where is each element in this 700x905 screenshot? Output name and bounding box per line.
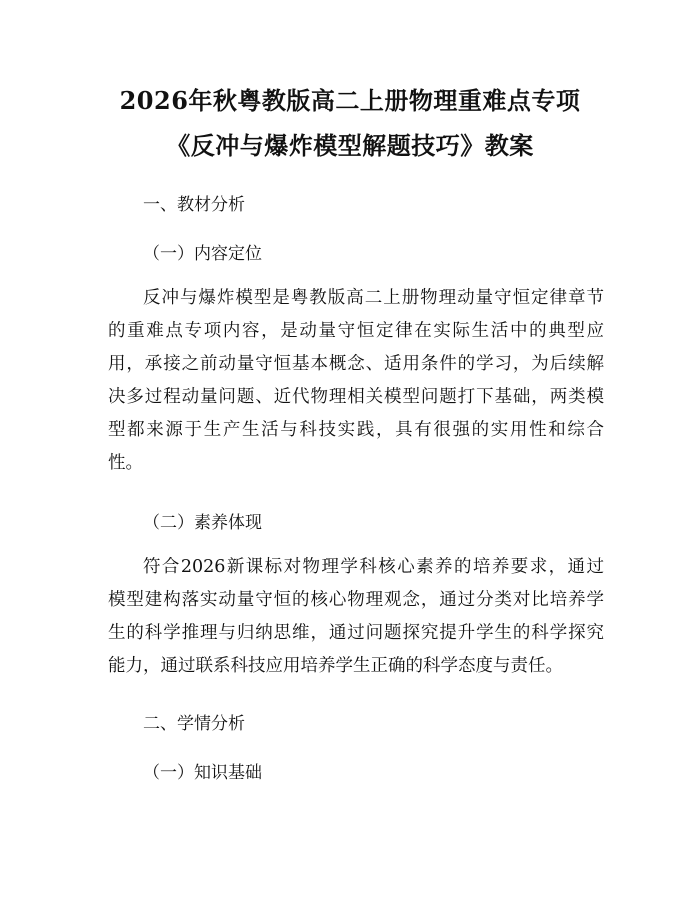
paragraph-content-positioning <box>108 282 604 480</box>
document-title-line-1: 2026年秋粤教版高二上册物理重难点专项 <box>119 86 581 115</box>
section-heading-teaching-material: 一、教材分析 <box>143 195 245 215</box>
paragraph-line: 符合2026新课标对物理学科核心素养的培养要求，通过 <box>143 557 604 577</box>
section-heading-student-analysis: 二、学情分析 <box>143 714 245 734</box>
paragraph-line: 用，承接之前动量守恒基本概念、适用条件的学习，为后续解 <box>108 354 604 374</box>
document-title-line-2: 《反冲与爆炸模型解题技巧》教案 <box>166 131 534 160</box>
paragraph-line: 性。 <box>108 453 143 473</box>
paragraph-line: 反冲与爆炸模型是粤教版高二上册物理动量守恒定律章节 <box>143 288 604 308</box>
subsection-heading-content-positioning: （一）内容定位 <box>143 244 262 264</box>
paragraph-line: 能力，通过联系科技应用培养学生正确的科学态度与责任。 <box>108 656 563 676</box>
subsection-heading-knowledge-base: （一）知识基础 <box>143 763 262 783</box>
paragraph-line: 生的科学推理与归纳思维，通过问题探究提升学生的科学探究 <box>108 623 604 643</box>
paragraph-line: 决多过程动量问题、近代物理相关模型问题打下基础，两类模 <box>108 387 604 407</box>
paragraph-literacy <box>108 551 604 683</box>
paragraph-line: 的重难点专项内容，是动量守恒定律在实际生活中的典型应 <box>108 321 604 341</box>
subsection-heading-literacy: （二）素养体现 <box>143 513 262 533</box>
paragraph-line: 模型建构落实动量守恒的核心物理观念，通过分类对比培养学 <box>108 590 604 610</box>
paragraph-line: 型都来源于生产生活与科技实践，具有很强的实用性和综合 <box>108 420 604 440</box>
